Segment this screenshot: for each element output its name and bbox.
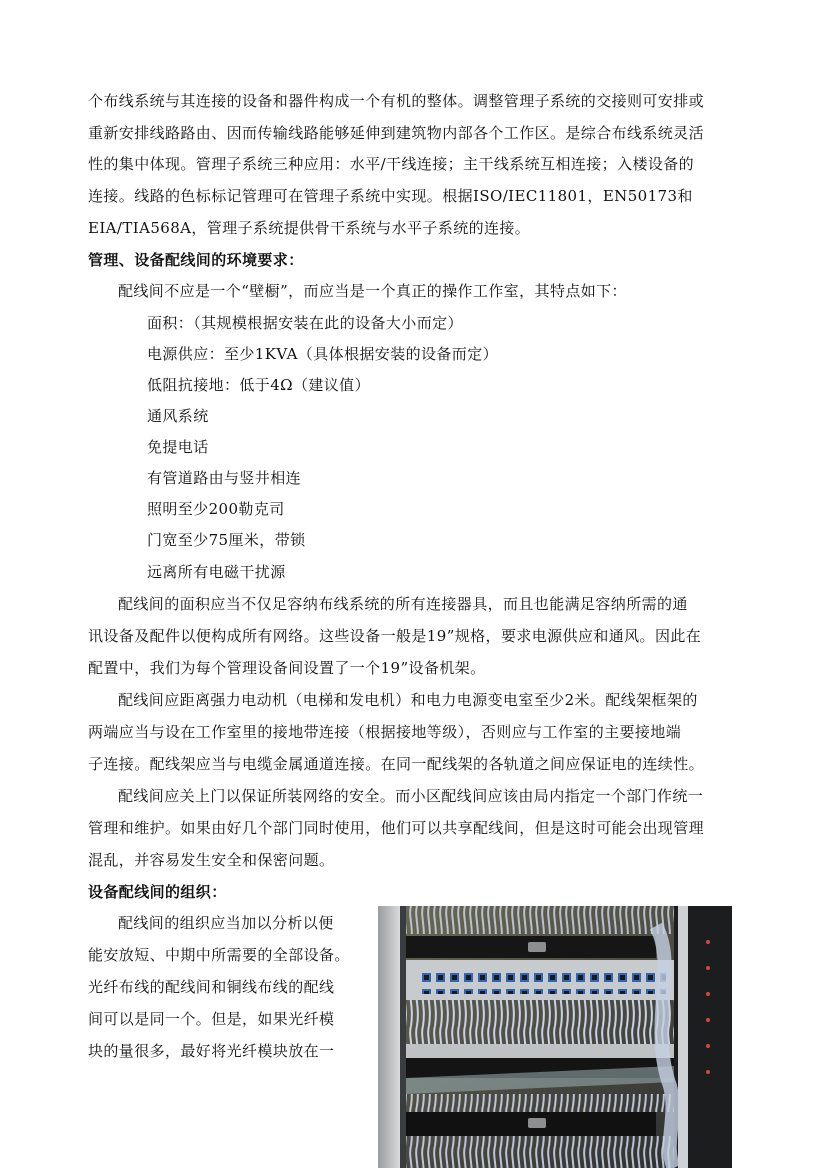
paragraph-line: 光纤布线的配线间和铜线布线的配线 [88, 978, 335, 996]
paragraph-line: 管理和维护。如果由好几个部门同时使用，他们可以共享配线间，但是这时可能会出现管理 [88, 819, 705, 837]
paragraph-line: 配置中，我们为每个管理设备间设置了一个19”设备机架。 [88, 659, 486, 677]
env-item: 电源供应：至少1KVA（具体根据安装的设备而定） [147, 345, 498, 363]
env-item: 通风系统 [147, 407, 209, 425]
paragraph-line: 子连接。配线架应当与电缆金属通道连接。在同一配线架的各轨道之间应保证电的连续性。 [88, 755, 705, 773]
intro-line: 个布线系统与其连接的设备和器件构成一个有机的整体。调整管理子系统的交接则可安排或 [88, 92, 705, 110]
paragraph-line: 配线间的面积应当不仅足容纳布线系统的所有连接器具，而且也能满足容纳所需的通 [118, 595, 688, 613]
paragraph-line: 配线间应距离强力电动机（电梯和发电机）和电力电源变电室至少2米。配线架框架的 [118, 691, 698, 709]
env-item: 有管道路由与竖井相连 [147, 469, 302, 487]
intro-line: EIA/TIA568A，管理子系统提供骨干系统与水平子系统的连接。 [88, 219, 531, 237]
env-item: 门宽至少75厘米，带锁 [147, 531, 306, 549]
intro-line: 性的集中体现。管理子系统三种应用：水平/干线连接；主干线系统互相连接；入楼设备的 [88, 155, 695, 173]
paragraph-line: 配线间的组织应当加以分析以便 [118, 914, 334, 932]
env-item: 免提电话 [147, 438, 209, 456]
paragraph-line: 配线间应关上门以保证所装网络的安全。而小区配线间应该由局内指定一个部门作统一 [118, 787, 704, 805]
section-heading-environment: 管理、设备配线间的环境要求： [88, 251, 304, 269]
paragraph-line: 能安放短、中期中所需要的全部设备。 [88, 946, 350, 964]
env-item: 低阻抗接地：低于4Ω（建议值） [147, 376, 370, 394]
env-item: 面积：（其规模根据安装在此的设备大小而定） [147, 314, 463, 332]
section-heading-organization: 设备配线间的组织： [88, 883, 227, 901]
paragraph-line: 两端应当与设在工作室里的接地带连接（根据接地等级），否则应与工作室的主要接地端 [88, 723, 682, 741]
paragraph-line: 间可以是同一个。但是，如果光纤模 [88, 1010, 335, 1028]
env-item: 远离所有电磁干扰源 [147, 563, 286, 581]
env-item: 照明至少200勒克司 [147, 500, 285, 518]
paragraph-line: 块的量很多，最好将光纤模块放在一 [88, 1042, 335, 1060]
patch-panel-rack-photo [378, 906, 732, 1168]
env-intro: 配线间不应是一个“壁橱”，而应当是一个真正的操作工作室，其特点如下： [118, 282, 627, 300]
intro-line: 重新安排线路路由、因而传输线路能够延伸到建筑物内部各个工作区。是综合布线系统灵活 [88, 124, 705, 142]
intro-line: 连接。线路的色标标记管理可在管理子系统中实现。根据ISO/IEC11801，EN50173和 [88, 187, 693, 205]
paragraph-line: 讯设备及配件以便构成所有网络。这些设备一般是19”规格，要求电源供应和通风。因此在 [88, 627, 702, 645]
paragraph-line: 混乱，并容易发生安全和保密问题。 [88, 851, 335, 869]
